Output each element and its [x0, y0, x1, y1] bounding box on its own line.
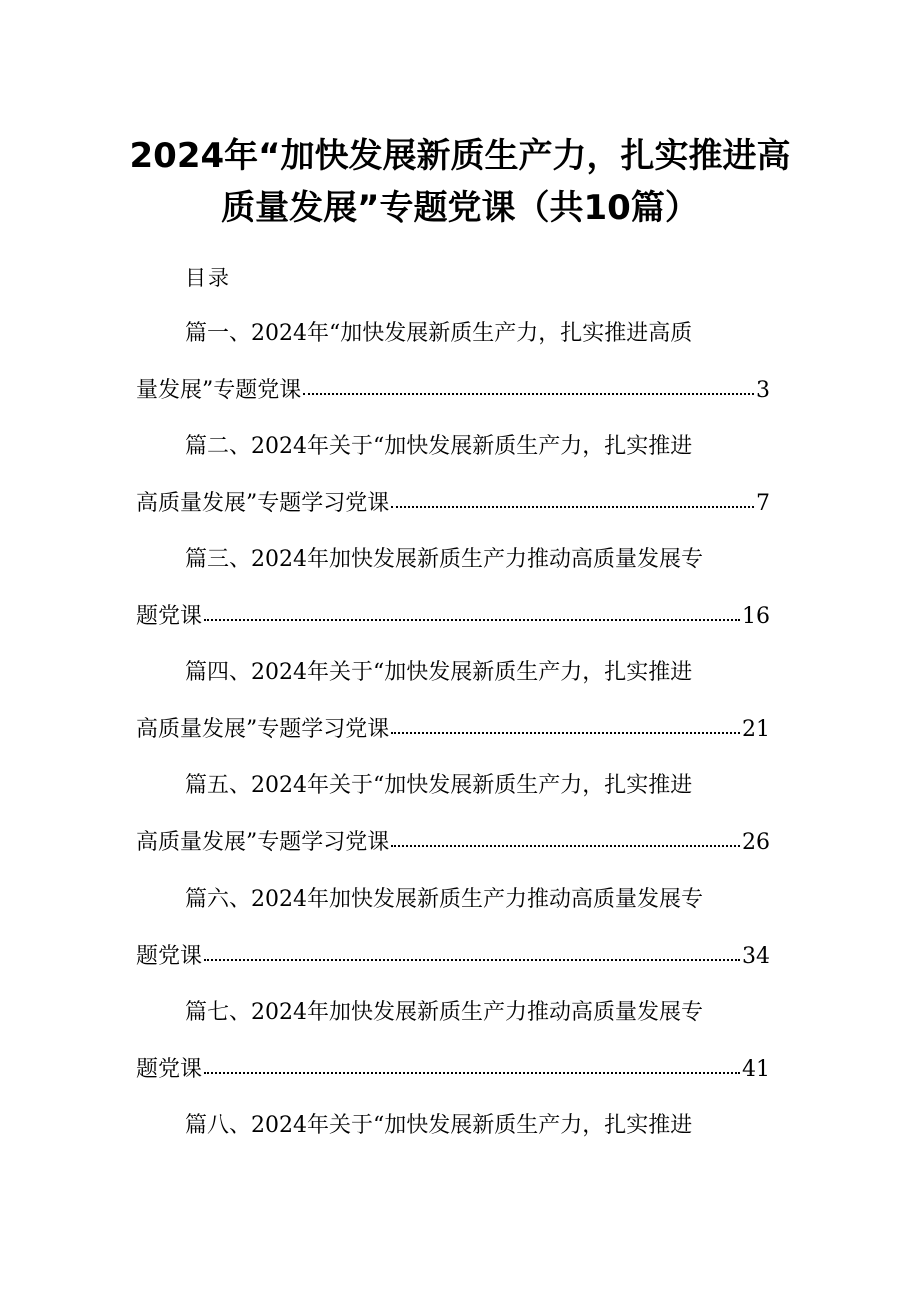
toc-entry-title: 篇三、2024年加快发展新质生产力推动高质量发展专 [185, 547, 703, 572]
toc-entry-title: 篇二、2024年关于“加快发展新质生产力，扎实推进 [185, 434, 693, 459]
dot-leader [204, 599, 740, 621]
document-title-line-1: 2024年“加快发展新质生产力，扎实推进高 [129, 136, 791, 176]
toc-page-number: 7 [756, 491, 770, 516]
toc-entry-title: 篇七、2024年加快发展新质生产力推动高质量发展专 [185, 1000, 703, 1025]
toc-entry-continuation [136, 827, 770, 859]
toc-page-number: 16 [742, 604, 770, 629]
toc-entry-continuation [136, 488, 770, 520]
toc-entry-continuation [136, 601, 770, 633]
toc-page-number: 34 [742, 944, 770, 969]
toc-entry-title-cont: 题党课 [136, 944, 203, 969]
document-title-line-2: 质量发展”专题党课（共10篇） [221, 188, 699, 228]
dot-leader [204, 939, 740, 961]
toc-page-number: 3 [756, 378, 770, 403]
dot-leader [391, 825, 740, 847]
toc-entry-title-cont: 高质量发展”专题学习党课 [136, 491, 390, 516]
toc-entry-continuation [136, 941, 770, 973]
toc-entry-continuation [136, 375, 770, 407]
toc-entry-title: 篇四、2024年关于“加快发展新质生产力，扎实推进 [185, 660, 693, 685]
toc-entry-title: 篇六、2024年加快发展新质生产力推动高质量发展专 [185, 887, 703, 912]
toc-entry-title-cont: 量发展”专题党课 [136, 378, 302, 403]
toc-entry-title: 篇五、2024年关于“加快发展新质生产力，扎实推进 [185, 773, 693, 798]
toc-entry-title: 篇一、2024年“加快发展新质生产力，扎实推进高质 [185, 321, 693, 346]
toc-page-number: 21 [742, 717, 770, 742]
dot-leader [303, 373, 754, 395]
toc-entry-title-cont: 高质量发展”专题学习党课 [136, 717, 390, 742]
toc-heading: 目录 [185, 266, 231, 290]
dot-leader [391, 712, 740, 734]
dot-leader [204, 1052, 740, 1074]
toc-entry-continuation [136, 714, 770, 746]
toc-page-number: 41 [742, 1057, 770, 1082]
toc-entry-title-cont: 题党课 [136, 604, 203, 629]
dot-leader [391, 486, 754, 508]
toc-entry-title-cont: 高质量发展”专题学习党课 [136, 830, 390, 855]
toc-entry-title-cont: 题党课 [136, 1057, 203, 1082]
toc-entry-continuation [136, 1054, 770, 1086]
toc-page-number: 26 [742, 830, 770, 855]
toc-entry-title: 篇八、2024年关于“加快发展新质生产力，扎实推进 [185, 1113, 693, 1138]
